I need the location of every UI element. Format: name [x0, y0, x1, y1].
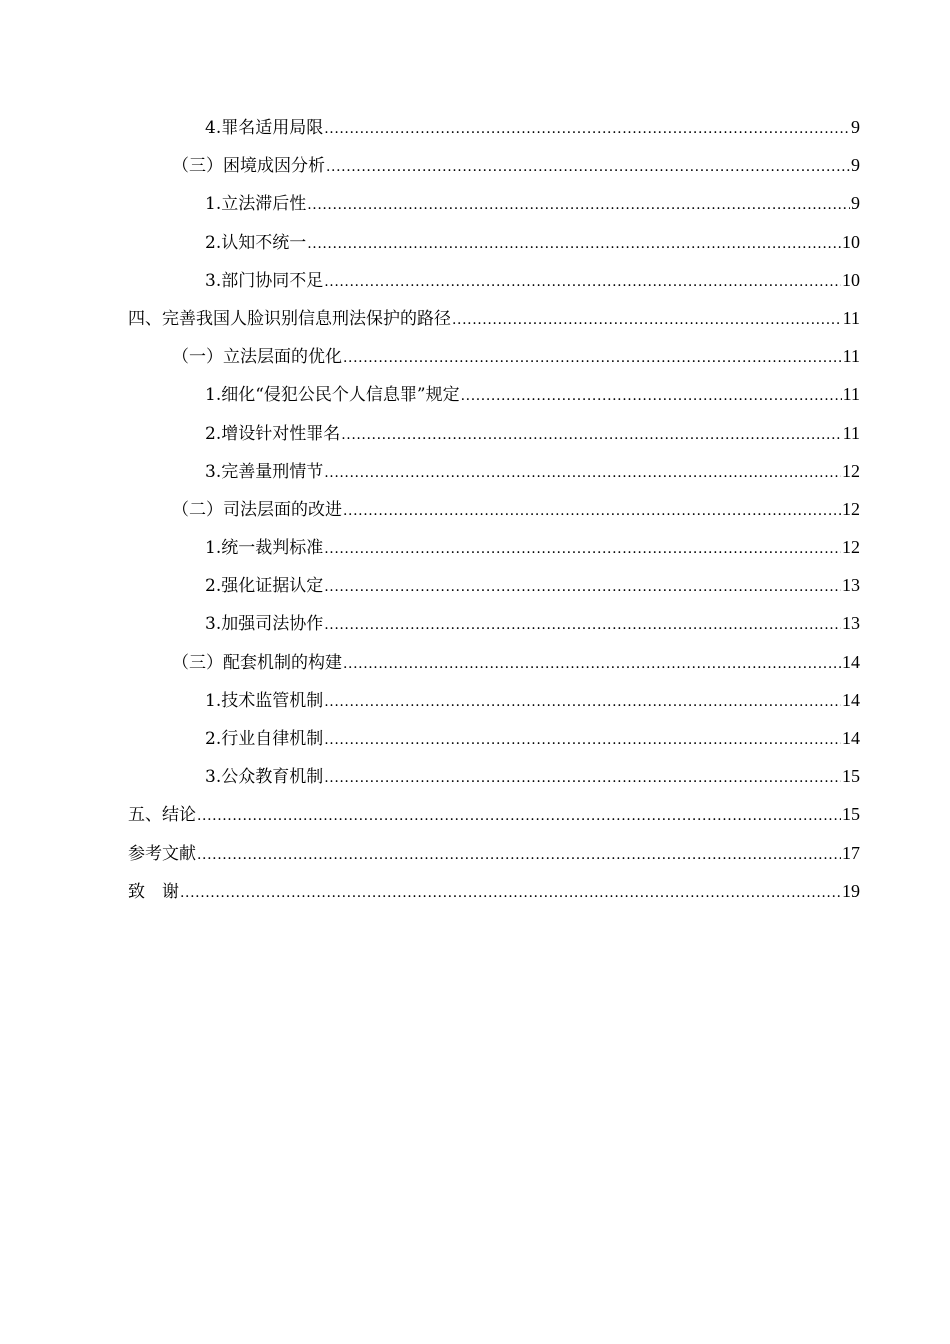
- toc-page-number: 10: [842, 231, 860, 252]
- toc-entry[interactable]: [128, 306, 860, 344]
- toc-entry-title: 致 谢: [128, 881, 179, 902]
- toc-page-number: 14: [842, 728, 860, 748]
- toc-entry-title: 1.技术监管机制: [205, 690, 324, 711]
- toc-entry-title: 1.细化“侵犯公民个人信息罪”规定: [205, 385, 460, 406]
- toc-entry[interactable]: [128, 573, 860, 611]
- toc-dot-leader: [324, 460, 841, 485]
- toc-entry-title: 4.罪名适用局限: [205, 118, 324, 138]
- toc-entry[interactable]: [128, 382, 860, 420]
- toc-entry[interactable]: [128, 841, 860, 879]
- table-of-contents: [128, 115, 860, 917]
- toc-dot-leader: [324, 727, 841, 752]
- toc-page-number: 9: [851, 117, 860, 137]
- toc-entry-title: 3.加强司法协作: [205, 614, 324, 635]
- toc-page-number: 9: [851, 193, 860, 214]
- toc-entry[interactable]: [128, 421, 860, 459]
- toc-dot-leader: [452, 307, 842, 332]
- toc-dot-leader: [180, 880, 841, 905]
- toc-page-number: 11: [842, 346, 860, 367]
- toc-dot-leader: [324, 536, 841, 561]
- toc-dot-leader: [197, 842, 841, 867]
- toc-entry[interactable]: [128, 115, 860, 153]
- toc-page-number: 12: [842, 537, 860, 558]
- toc-dot-leader: [343, 345, 842, 370]
- toc-page-number: 11: [842, 422, 860, 443]
- toc-page-number: 13: [842, 575, 860, 596]
- toc-page-number: 14: [842, 651, 860, 672]
- toc-page-number: 10: [842, 269, 860, 290]
- toc-entry-title: 2.认知不统一: [205, 232, 307, 253]
- toc-entry[interactable]: [128, 459, 860, 497]
- toc-page-number: 11: [842, 384, 860, 405]
- toc-dot-leader: [324, 269, 841, 294]
- toc-entry-title: 四、完善我国人脸识别信息刑法保护的路径: [128, 308, 451, 329]
- toc-dot-leader: [343, 651, 841, 676]
- toc-dot-leader: [324, 612, 841, 637]
- toc-entry-title: 3.部门协同不足: [205, 270, 324, 291]
- toc-dot-leader: [324, 574, 841, 599]
- toc-page-number: 12: [842, 460, 860, 481]
- toc-dot-leader: [461, 383, 842, 408]
- toc-entry-title: （二）司法层面的改进: [172, 499, 342, 520]
- toc-entry-title: 1.立法滞后性: [205, 194, 307, 215]
- toc-dot-leader: [326, 154, 850, 179]
- toc-entry[interactable]: [128, 650, 860, 688]
- toc-dot-leader: [343, 498, 841, 523]
- toc-entry-title: （三）配套机制的构建: [172, 652, 342, 673]
- toc-entry[interactable]: [128, 802, 860, 840]
- toc-entry-title: 2.强化证据认定: [205, 576, 324, 597]
- toc-entry-title: 2.行业自律机制: [205, 729, 324, 749]
- toc-page-number: 17: [842, 842, 860, 863]
- toc-entry[interactable]: [128, 688, 860, 726]
- toc-entry[interactable]: [128, 153, 860, 191]
- toc-entry-title: 2.增设针对性罪名: [205, 423, 341, 444]
- toc-entry[interactable]: [128, 726, 860, 764]
- toc-page-number: 11: [842, 307, 860, 328]
- toc-entry[interactable]: [128, 268, 860, 306]
- toc-page-number: 15: [842, 766, 860, 787]
- toc-dot-leader: [307, 192, 850, 217]
- toc-entry-title: 3.公众教育机制: [205, 767, 324, 788]
- toc-entry[interactable]: [128, 611, 860, 649]
- toc-dot-leader: [197, 803, 841, 828]
- toc-dot-leader: [324, 116, 850, 141]
- toc-entry-title: 参考文献: [128, 843, 196, 864]
- toc-entry[interactable]: [128, 191, 860, 229]
- toc-dot-leader: [307, 231, 841, 256]
- toc-entry-title: 五、结论: [128, 805, 196, 826]
- toc-entry[interactable]: [128, 764, 860, 802]
- toc-entry[interactable]: [128, 230, 860, 268]
- toc-page-number: 19: [842, 880, 860, 901]
- toc-page-number: 12: [842, 498, 860, 519]
- toc-entry-title: （一）立法层面的优化: [172, 347, 342, 368]
- toc-page-number: 9: [851, 155, 860, 176]
- toc-entry[interactable]: [128, 535, 860, 573]
- toc-entry[interactable]: [128, 879, 860, 917]
- toc-entry-title: 1.统一裁判标准: [205, 538, 324, 559]
- toc-dot-leader: [324, 765, 841, 790]
- toc-entry-title: （三）困境成因分析: [172, 156, 325, 177]
- toc-page-number: 14: [842, 689, 860, 710]
- toc-dot-leader: [324, 689, 841, 714]
- toc-entry[interactable]: [128, 497, 860, 535]
- toc-entry-title: 3.完善量刑情节: [205, 461, 324, 482]
- toc-page-number: 13: [842, 613, 860, 634]
- toc-dot-leader: [341, 422, 841, 447]
- toc-page-number: 15: [842, 804, 860, 825]
- toc-entry[interactable]: [128, 344, 860, 382]
